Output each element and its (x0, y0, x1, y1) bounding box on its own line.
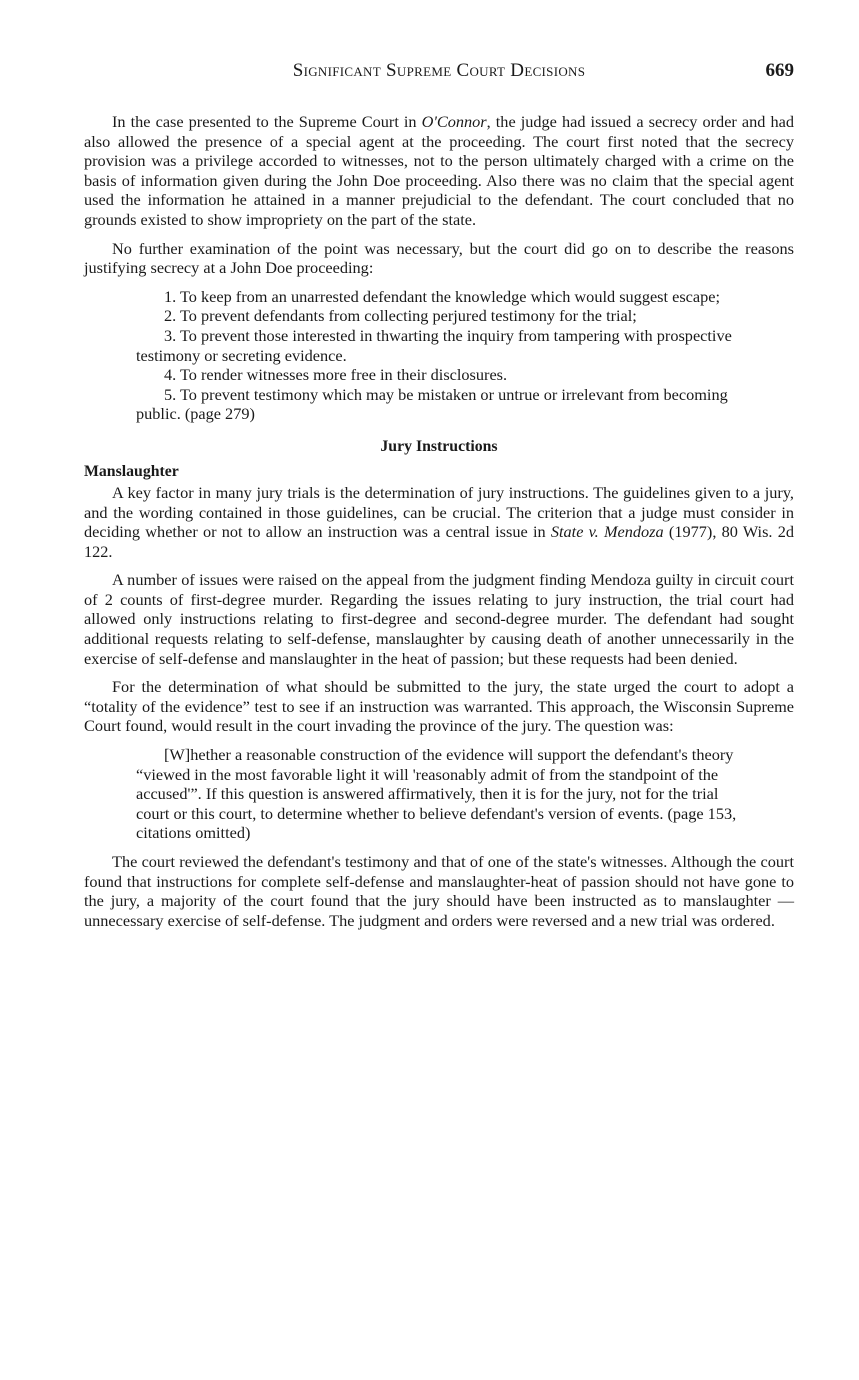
jury-paragraph-4: The court reviewed the defendant's testimony and that of one of the state's witnesses. Although the court found that instructions for complete self-defense and manslaughter-heat of passion should not have gone to the jury, a majority of the court found that the jury should have been instructed as to manslaughter — unnecessary exercise of self-defense. The judgment and orders were reversed and a new trial was ordered. (84, 852, 794, 930)
jury-paragraph-3: For the determination of what should be submitted to the jury, the state urged the court to adopt a “totality of the evidence” test to see if an instruction was warranted. This approach, the Wisconsin Supreme Court found, would result in the court invading the province of the jury. The question was: (84, 677, 794, 736)
running-header (84, 60, 794, 90)
intro-p1-post: , the judge had issued a secrecy order and had also allowed the presence of a special agent at the proceeding. The court first noted that the secrecy provision was a privilege accorded to witnesses, not to the person ultimately charged with a crime on the basis of information given during the John Doe proceeding. Also there was no claim that the special agent used the information he attained in a manner prejudicial to the defendant. The court concluded that no grounds existed to show impropriety on the part of the state. (84, 112, 794, 229)
intro-p1-pre: In the case presented to the Supreme Court in (112, 112, 422, 131)
case-name-mendoza: State v. Mendoza (550, 522, 664, 542)
running-title: Significant Supreme Court Decisions (292, 60, 586, 81)
page-number: 669 (765, 60, 794, 81)
document-page (84, 60, 794, 939)
list-item: 4. To render witnesses more free in their disclosures. (164, 365, 508, 385)
jury-p1-pre: A key factor in many jury trials is the determination of jury instructions. The guidelines given to a jury, and the wording contained in those guidelines, can be crucial. The criterion that a judge must consider in deciding whether or not to allow an instruction was a central issue in (84, 482, 794, 542)
secrecy-reasons-list (136, 287, 742, 424)
section-heading: Jury Instructions (380, 437, 498, 455)
intro-paragraph-2: No further examination of the point was necessary, but the court did go on to describe the reasons justifying secrecy at a John Doe proceeding: (84, 238, 794, 278)
list-item: 5. To prevent testimony which may be mistaken or untrue or irrelevant from becoming public. (page 279) (136, 384, 728, 424)
case-name-oconnor: O'Connor (421, 112, 487, 131)
list-item: 3. To prevent those interested in thwarting the inquiry from tampering with prospective testimony or secreting evidence. (136, 325, 732, 365)
jury-paragraph-2: A number of issues were raised on the appeal from the judgment finding Mendoza guilty in circuit court of 2 counts of first-degree murder. Regarding the issues relating to jury instruction, the trial court had allowed only instructions relating to first-degree and second-degree murder. The defendant had sought additional requests relating to self-defense, manslaughter by causing death of another unnecessarily in the exercise of self-defense and manslaughter in the heat of passion; but these requests had been denied. (84, 570, 794, 668)
quote-text: [W]hether a reasonable construction of the evidence will support the defendant's theory “viewed in the most favorable light it will 'reasonably admit of from the standpoint of the accused'”. If this question is answered affirmatively, then it is for the jury, not for the trial court or this court, to determine whether to believe defendant's version of events. (page 153, citations omitted) (136, 745, 737, 843)
list-item: 1. To keep from an unarrested defendant the knowledge which would suggest escape; (164, 286, 721, 306)
sub-heading: Manslaughter (84, 462, 179, 480)
jury-p1-post: (1977), 80 Wis. 2d 122. (84, 522, 795, 561)
list-item: 2. To prevent defendants from collecting perjured testimony for the trial; (164, 306, 637, 326)
intro-paragraph-1 (84, 112, 794, 230)
jury-paragraph-1 (84, 483, 794, 561)
block-quote (136, 745, 742, 843)
